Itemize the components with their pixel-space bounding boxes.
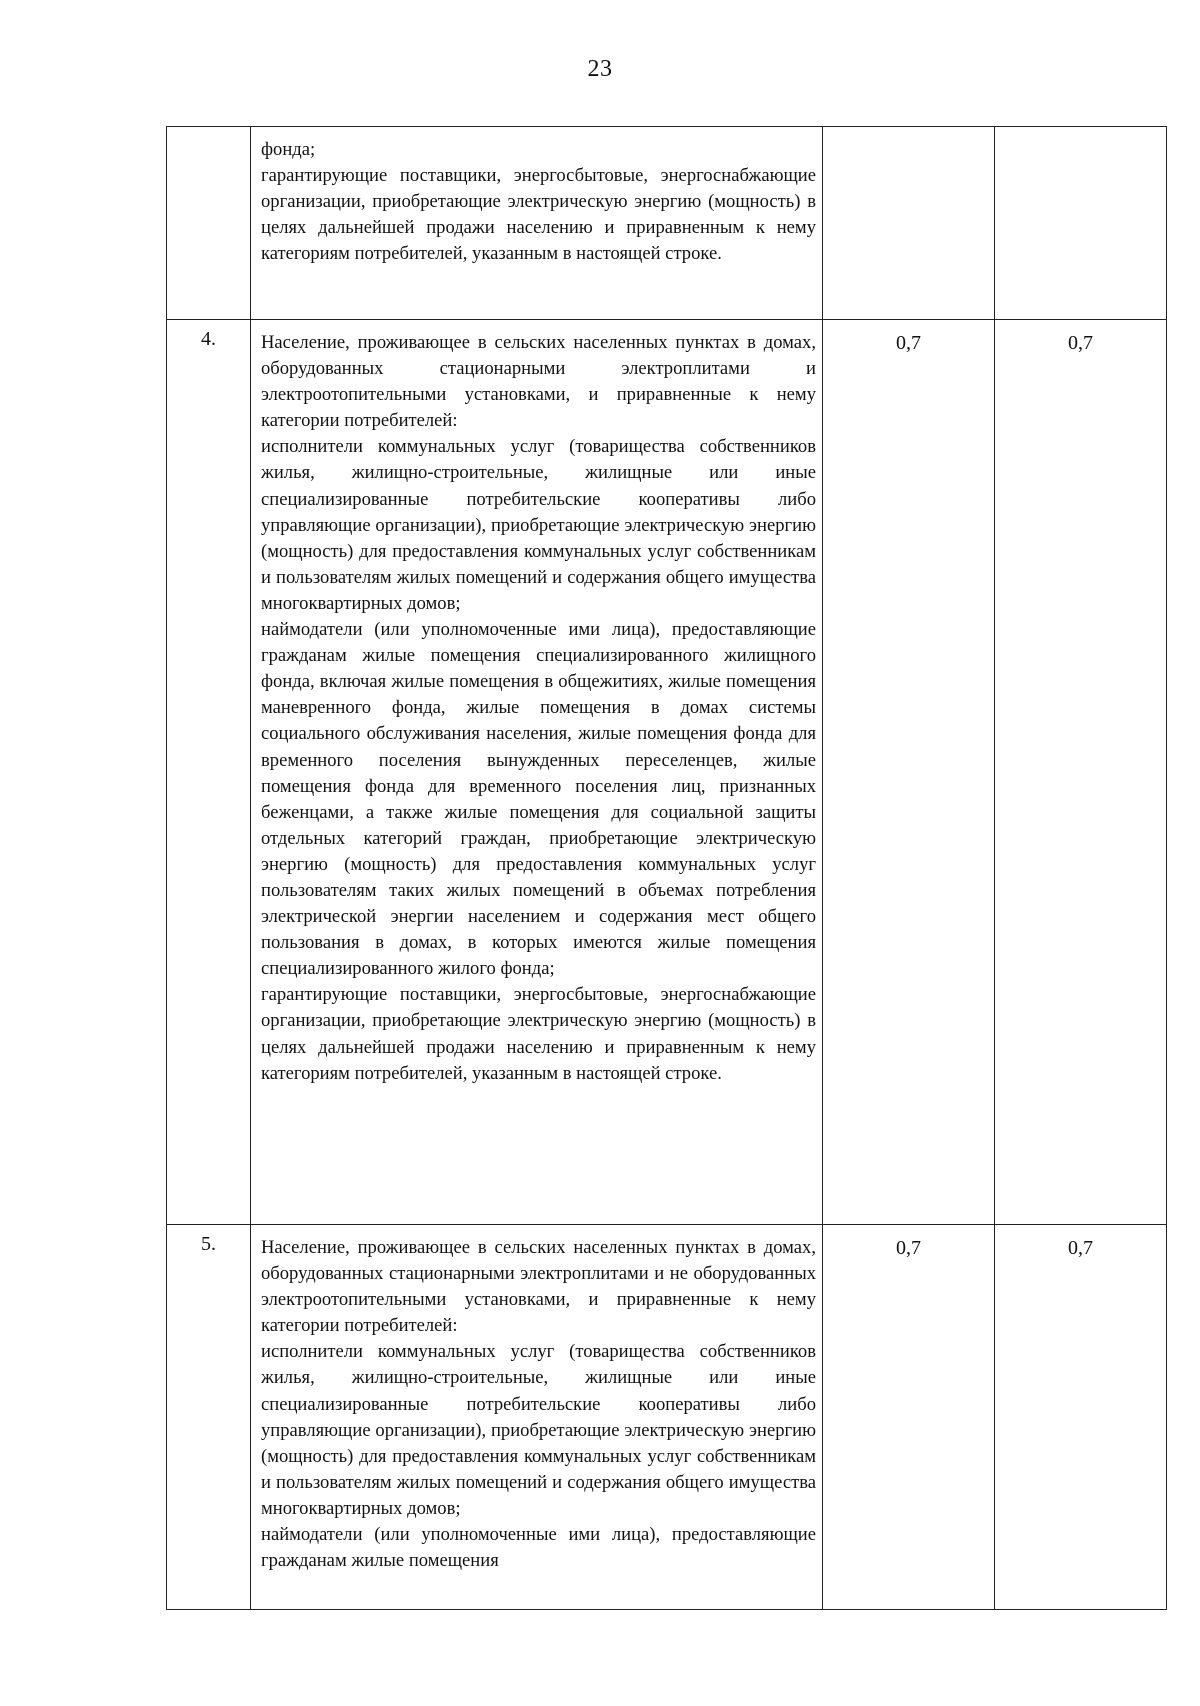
page-number: 23 [587, 56, 613, 82]
row-number [167, 127, 251, 320]
table-row [167, 1225, 1167, 1610]
tariff-table [166, 126, 1167, 1610]
row-number: 5. [167, 1225, 251, 1610]
paragraph: наймодатели (или уполномоченные ими лица), предоставляющие гражданам жилые помещения [261, 1524, 816, 1572]
value-cell-1: 0,7 [823, 320, 995, 1225]
table-row [167, 320, 1167, 1225]
paragraph: исполнители коммунальных услуг (товарищества собственников жилья, жилищно-строительные, жилищные или иные специализированные потребительские кооперативы либо управляющие организации), приобретающие электрическую энергию (мощность) для предоставления коммунальных услуг собственникам и пользователям жилых помещений и содержания общего имущества многоквартирных домов; [261, 1341, 816, 1519]
value-cell-1: 0,7 [823, 1225, 995, 1610]
paragraph: Население, проживающее в сельских населенных пунктах в домах, оборудованных стационарными электроплитами и электроотопительными установками, и приравненные к нему категории потребителей: [261, 332, 816, 432]
row-description [251, 127, 823, 320]
table-row [167, 127, 1167, 320]
value-cell-1 [823, 127, 995, 320]
value-cell-2: 0,7 [995, 320, 1167, 1225]
paragraph: фонда; [261, 139, 316, 160]
paragraph: исполнители коммунальных услуг (товарищества собственников жилья, жилищно-строительные, жилищные или иные специализированные потребительские кооперативы либо управляющие организации), приобретающие электрическую энергию (мощность) для предоставления коммунальных услуг собственникам и пользователям жилых помещений и содержания общего имущества многоквартирных домов; [261, 436, 816, 614]
row-description [251, 320, 823, 1225]
value-cell-2 [995, 127, 1167, 320]
paragraph: гарантирующие поставщики, энергосбытовые, энергоснабжающие организации, приобретающие электрическую энергию (мощность) в целях дальнейшей продажи населению и приравненным к нему категориям потребителей, указанным в настоящей строке. [261, 984, 816, 1084]
row-description [251, 1225, 823, 1610]
paragraph: Население, проживающее в сельских населенных пунктах в домах, оборудованных стационарными электроплитами и не оборудованных электроотопительными установками, и приравненные к нему категории потребителей: [261, 1237, 816, 1337]
paragraph: наймодатели (или уполномоченные ими лица), предоставляющие гражданам жилые помещения специализированного жилищного фонда, включая жилые помещения в общежитиях, жилые помещения маневренного фонда, жилые помещения в домах системы социального обслуживания населения, жилые помещения фонда для временного поселения вынужденных переселенцев, жилые помещения фонда для временного поселения лиц, признанных беженцами, а также жилые помещения для социальной защиты отдельных категорий граждан, приобретающие электрическую энергию (мощность) для предоставления коммунальных услуг пользователям таких жилых помещений в объемах потребления электрической энергии населением и содержания мест общего пользования в домах, в которых имеются жилые помещения специализированного жилого фонда; [261, 619, 816, 980]
row-number: 4. [167, 320, 251, 1225]
paragraph: гарантирующие поставщики, энергосбытовые, энергоснабжающие организации, приобретающие электрическую энергию (мощность) в целях дальнейшей продажи населению и приравненным к нему категориям потребителей, указанным в настоящей строке. [261, 165, 816, 265]
value-cell-2: 0,7 [995, 1225, 1167, 1610]
